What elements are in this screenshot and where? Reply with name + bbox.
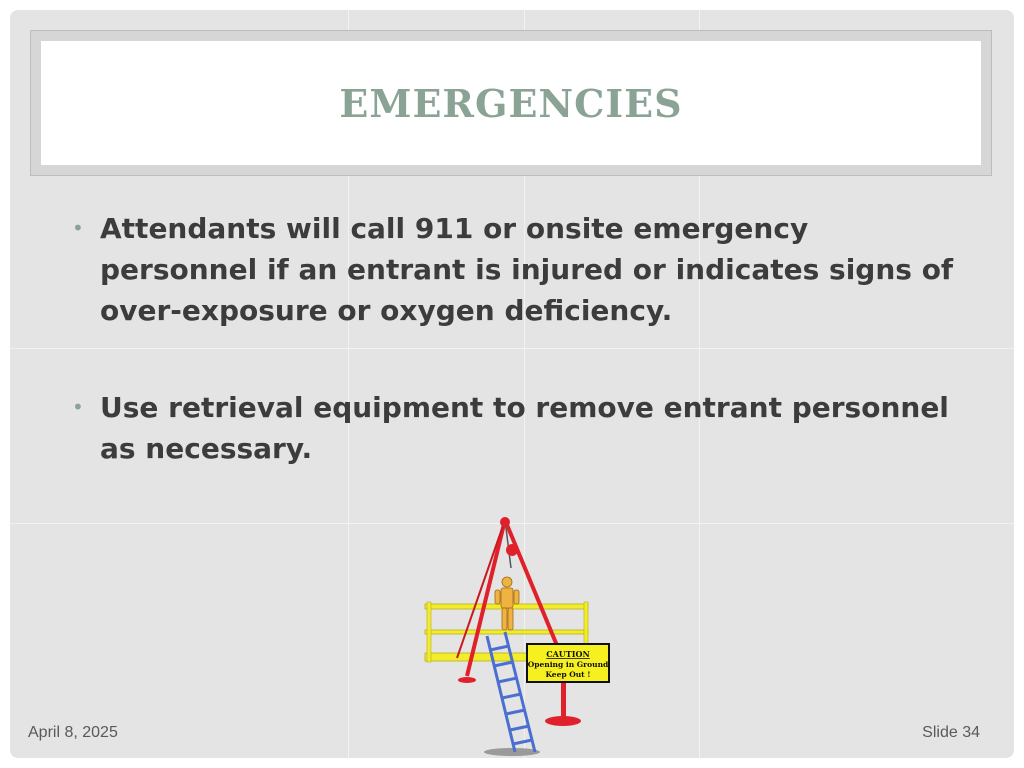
caution-sign (527, 644, 609, 726)
bullet-list[interactable] (70, 208, 970, 469)
bullet-item (70, 387, 970, 469)
footer-date: April 8, 2025 (28, 724, 118, 741)
ground-opening (484, 748, 540, 756)
bullet-marker: • (72, 395, 84, 419)
sign-line-3: Keep Out ! (545, 670, 591, 679)
retrieval-tripod-illustration[interactable] (415, 508, 615, 758)
bullet-text: Use retrieval equipment to remove entrant personnel as necessary. (100, 391, 949, 465)
title-box[interactable] (41, 41, 981, 165)
bullet-item (70, 208, 970, 331)
bullet-marker: • (72, 216, 84, 240)
sign-line-1: CAUTION (546, 649, 590, 659)
slide-number: Slide 34 (922, 724, 980, 741)
bullet-text: Attendants will call 911 or onsite emergency personnel if an entrant is injured or indicates signs of over-exposure or oxygen deficiency. (100, 212, 954, 327)
slide-canvas (10, 10, 1014, 758)
title-frame (30, 30, 992, 176)
slide-title: EMERGENCIES (339, 80, 683, 126)
entrant-figure (495, 577, 519, 630)
sign-line-2: Opening in Ground (527, 660, 609, 669)
